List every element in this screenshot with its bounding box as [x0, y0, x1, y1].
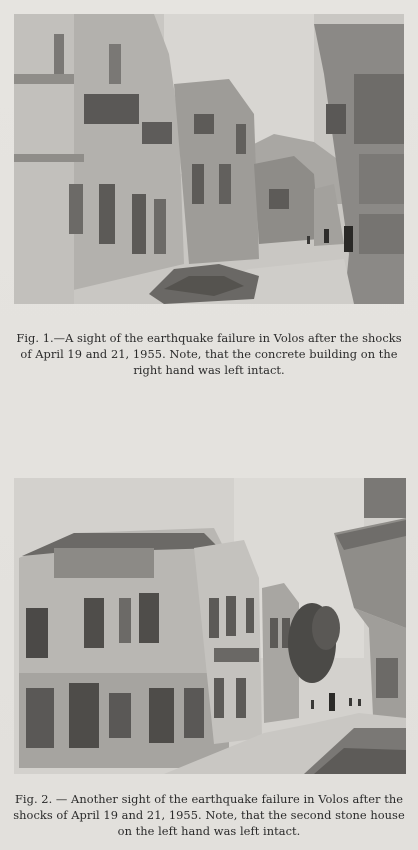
figure-1-caption: Fig. 1.—A sight of the earthquake failure in Volos after the shocks of April 19 and 21, 1955. Note, that the concrete building on the right hand was left intact.	[16, 331, 402, 377]
figure-2-caption: Fig. 2. — Another sight of the earthquake failure in Volos after the shocks of April 19 and 21, 1955. Note, that the second stone house on the left hand was left intact.	[13, 792, 405, 838]
figure-1-photo	[14, 14, 404, 304]
figure-2-photo	[14, 478, 406, 774]
figure-2-street-scene	[14, 478, 406, 774]
figure-1-street-scene	[14, 14, 404, 304]
